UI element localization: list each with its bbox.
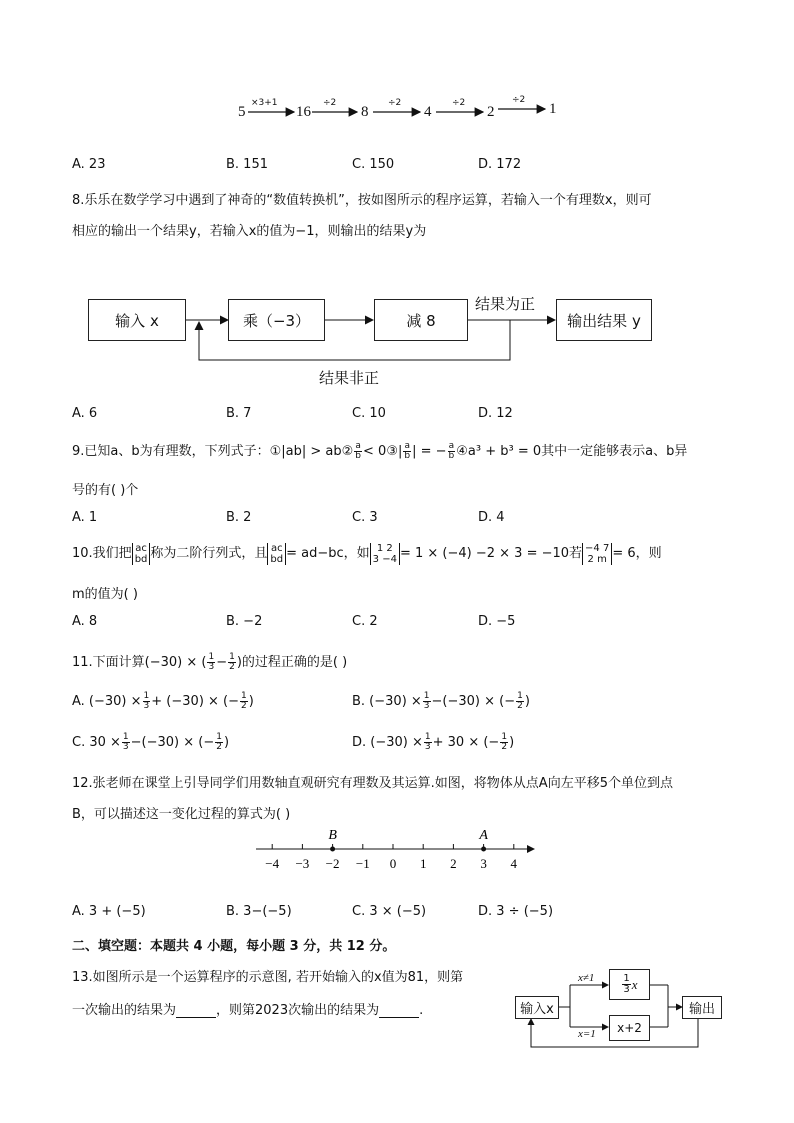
axis-tick-label: 4 (510, 856, 518, 871)
q12-option-c: C. 3 × (−5) (352, 904, 427, 919)
q10-text: = ad−bc，如 (286, 546, 370, 561)
axis-tick-label: 1 (419, 856, 427, 871)
q8-stem-line1: 8.乐乐在数学学习中遇到了神奇的“数值转换机”，按如图所示的程序运算，若输入一个有理数x，则可 (72, 193, 652, 208)
q9-frac: $\frac{a}{b}$ (404, 441, 411, 461)
chain-op: ÷2 (512, 95, 526, 105)
q10-text: 称为二阶行列式，且 (150, 546, 268, 561)
q13-box-output: 输出 (682, 996, 722, 1019)
q10-text: 10.我们把 (72, 546, 132, 561)
axis-tick-label: −2 (325, 856, 340, 871)
q8-stem-line2: 相应的输出一个结果y，若输入x的值为−1，则输出的结果y为 (72, 224, 427, 239)
q13-box-input: 输入x (515, 996, 559, 1019)
section-heading: 二、填空题：本题共 4 小题，每小题 3 分，共 12 分。 (72, 939, 396, 954)
axis-tick-label: 2 (450, 856, 457, 871)
q8-box-multiply: 乘（−3） (228, 299, 325, 341)
q11-option-c: C. 30 × $\frac{1}{3}$ −(−30) × (− $\frac{1}{2}$ ) (72, 732, 230, 752)
q7-option-d: D. 172 (478, 157, 522, 172)
chain-node: 4 (424, 104, 432, 120)
q9-option-a: A. 1 (72, 510, 98, 525)
axis-tick-label: −4 (265, 856, 280, 871)
q8-option-d: D. 12 (478, 406, 513, 421)
q9-option-c: C. 3 (352, 510, 378, 525)
determinant-question: −4 7 2 m (582, 543, 612, 565)
determinant-symbolic: ac bd (132, 543, 151, 565)
q9-frac: $\frac{a}{b}$ (355, 441, 362, 461)
q8-box-subtract: 减 8 (374, 299, 468, 341)
q8-option-c: C. 10 (352, 406, 386, 421)
q13-box-divide: $\frac{1}{3}$ x (609, 969, 650, 1000)
chain-op: ÷2 (452, 98, 466, 108)
q10-option-c: C. 2 (352, 614, 378, 629)
q12-option-a: A. 3 + (−5) (72, 904, 146, 919)
q13-box-add: x+2 (609, 1015, 650, 1041)
q12-option-d: D. 3 ÷ (−5) (478, 904, 554, 919)
q13-stem-line1: 13.如图所示是一个运算程序的示意图, 若开始输入的x值为81，则第 (72, 970, 464, 985)
q13-stem-line2: 一次输出的结果为 ，则第2023次输出的结果为 . (72, 1003, 424, 1018)
chain-node: 1 (549, 101, 557, 117)
q10-option-b: B. −2 (226, 614, 263, 629)
chain-op: ÷2 (323, 98, 337, 108)
q11-text: − (216, 655, 228, 670)
q13-cond-eq: x=1 (578, 1028, 596, 1040)
axis-tick-label: −3 (295, 856, 310, 871)
q8-label-positive: 结果为正 (475, 295, 536, 313)
axis-tick-label: 0 (389, 856, 397, 871)
q7-option-a: A. 23 (72, 157, 106, 172)
q11-text: )的过程正确的是( ) (236, 655, 348, 670)
q10-option-d: D. −5 (478, 614, 516, 629)
chain-op: ×3+1 (251, 98, 278, 108)
determinant-example: 1 2 3 −4 (370, 543, 400, 565)
q9-option-b: B. 2 (226, 510, 252, 525)
chain-node: 5 (238, 104, 246, 120)
chain-op: ÷2 (388, 98, 402, 108)
q9-prefix: 9.已知a、b为有理数，下列式子： (72, 444, 270, 459)
chain-node: 16 (296, 104, 311, 120)
q9-stem-line2: 号的有( )个 (72, 483, 139, 498)
q7-option-b: B. 151 (226, 157, 268, 172)
q11-text: 11.下面计算(−30) × ( (72, 655, 207, 670)
q11-option-d: D. (−30) × $\frac{1}{3}$ + 30 × (− $\frac{1}{2}$ ) (352, 732, 515, 752)
q8-option-a: A. 6 (72, 406, 98, 421)
q11-option-a: A. (−30) × $\frac{1}{3}$ + (−30) × (− $\frac{1}{2}$ ) (72, 691, 254, 711)
q10-stem-line2: m的值为( ) (72, 587, 138, 602)
q9-option-d: D. 4 (478, 510, 505, 525)
q8-box-input: 输入 x (88, 299, 186, 341)
q12-option-b: B. 3−(−5) (226, 904, 292, 919)
q9-frac: $\frac{a}{b}$ (448, 441, 455, 461)
q9-cond-2a: ② (341, 444, 354, 459)
q12-stem-line2: B，可以描述这一变化过程的算式为( ) (72, 807, 291, 822)
q9-cond-2b: < 0 (363, 444, 387, 459)
q9-cond-4: ④a³ + b³ = 0 (456, 444, 542, 459)
q9-suffix: 其中一定能够表示a、b异 (541, 444, 688, 459)
q13-cond-ne: x≠1 (578, 972, 595, 984)
q10-text: = 1 × (−4) −2 × 3 = −10若 (399, 546, 583, 561)
q9-cond-3a: ③| (386, 444, 403, 459)
q9-cond-1: ①|ab| > ab (269, 444, 342, 459)
chain-node: 2 (487, 104, 495, 120)
fraction: $\frac{1}{3}$ (208, 652, 215, 672)
q9-cond-3b: | = − (412, 444, 447, 459)
q8-box-output: 输出结果 y (556, 299, 652, 341)
q11-option-b: B. (−30) × $\frac{1}{3}$ −(−30) × (− $\frac{1}{2}$ ) (352, 691, 530, 711)
q10-option-a: A. 8 (72, 614, 98, 629)
chain-node: 8 (361, 104, 369, 120)
fraction: $\frac{1}{2}$ (229, 652, 235, 672)
axis-tick-label: 3 (480, 856, 487, 871)
q12-stem-line1: 12.张老师在课堂上引导同学们用数轴直观研究有理数及其运算.如图，将物体从点A向左平移5个单位到点 (72, 776, 673, 791)
q7-option-c: C. 150 (352, 157, 395, 172)
axis-tick-label: −1 (355, 856, 370, 871)
q10-text: = 6，则 (612, 546, 662, 561)
determinant-symbolic: ac bd (267, 543, 286, 565)
point-a-label: A (479, 828, 488, 843)
point-b-label: B (328, 828, 337, 843)
q8-label-nonpositive: 结果非正 (319, 369, 380, 387)
q8-option-b: B. 7 (226, 406, 252, 421)
